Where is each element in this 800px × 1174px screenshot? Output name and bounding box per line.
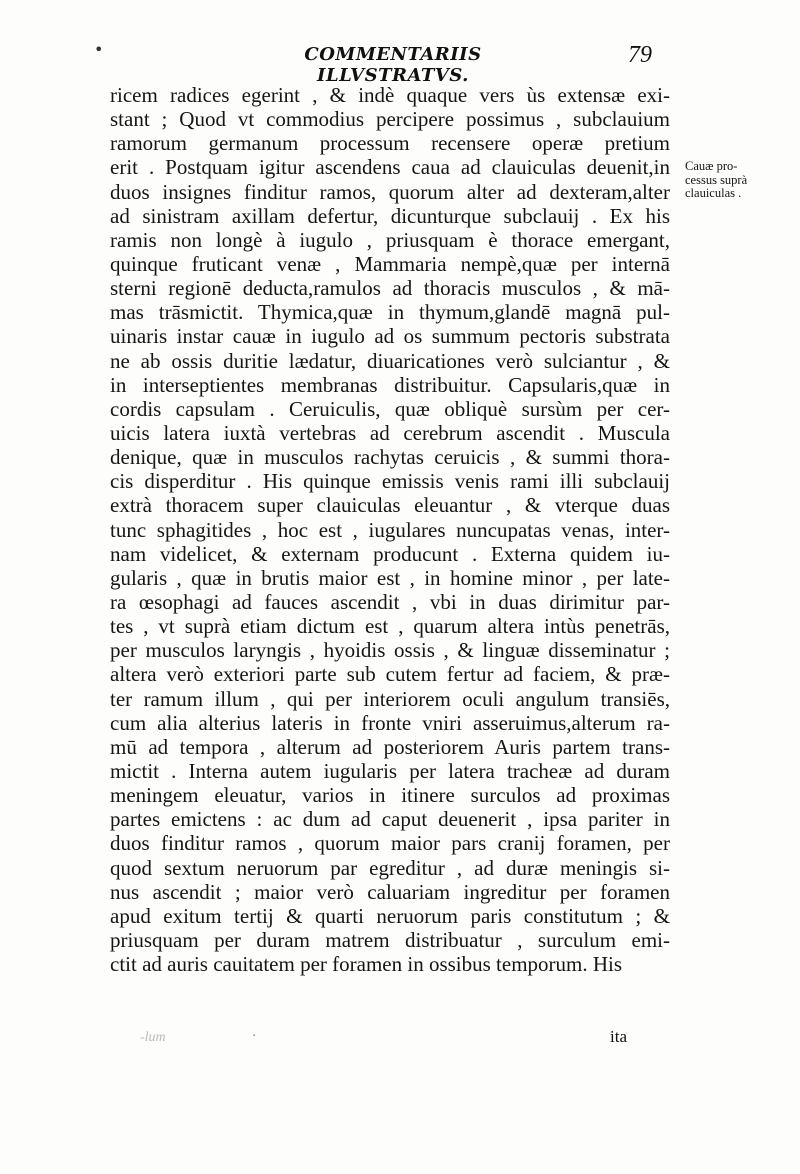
text-line: quod sextum neruorum par egreditur , ad duræ meningis si- [110, 855, 670, 880]
text-line: mictit . Interna autem iugularis per latera tracheæ ad duram [110, 758, 670, 783]
text-line: ramis non longè à iugulo , priusquam è thorace emergant, [110, 227, 670, 252]
text-line: ra œsophagi ad fauces ascendit , vbi in duas dirimitur par- [110, 589, 670, 614]
text-line: duos finditur ramos , quorum maior pars cranij foramen, per [110, 831, 670, 856]
text-line: partes emictens : ac dum ad caput deuenerit , ipsa pariter in [110, 807, 670, 832]
text-line: cis disperditur . His quinque emissis venis rami illi subclauij [110, 469, 670, 494]
text-line: uinaris instar cauæ in iugulo ad os summum pectoris substrata [110, 324, 670, 349]
text-line: ter ramum illum , qui per interiorem oculi angulum transiēs, [110, 686, 670, 711]
text-line: tes , vt suprà etiam dictum est , quarum altera intùs penetrās, [110, 614, 670, 639]
printer-dot-mark: • [94, 40, 104, 59]
margin-note-line: cessus suprà [685, 172, 748, 187]
text-line: cum alia alterius lateris in fronte vniri asseruimus,alterum ra- [110, 710, 670, 735]
text-line: ctit ad auris cauitatem per foramen in ossibus temporum. His [110, 952, 623, 977]
margin-note [685, 160, 785, 201]
page-number: 79 [628, 42, 652, 68]
margin-note-line: clauiculas . [685, 186, 742, 200]
running-head: COMMENTARIIS ILLVSTRATVS. [304, 44, 482, 86]
text-line: erit . Postquam igitur ascendens caua ad clauiculas deuenit,in [110, 155, 670, 180]
text-line: extrà thoracem super clauiculas eleuantur , & vterque duas [110, 493, 670, 518]
text-line: duos insignes finditur ramos, quorum alter ad dexteram,alter [110, 179, 670, 204]
text-line: priusquam per duram matrem distribuatur , surculum emi- [110, 927, 670, 952]
catchword: ita [610, 1027, 627, 1046]
text-line: uicis latera iuxtà vertebras ad cerebrum ascendit . Muscula [110, 420, 670, 445]
text-line: per musculos laryngis , hyoidis ossis , & linguæ disseminatur ; [110, 638, 670, 663]
body-text [110, 83, 670, 976]
text-line: in interseptientes membranas distribuitur. Capsularis,quæ in [110, 372, 670, 397]
text-line: meningem eleuatur, varios in itinere surculos ad proximas [110, 783, 670, 808]
text-line: apud exitum tertij & quarti neruorum paris constitutum ; & [110, 903, 670, 928]
text-line: ne ab ossis duritie lædatur, diuaricationes verò sulciantur , & [110, 348, 670, 373]
text-line: ramorum germanum processum recensere operæ pretium [110, 131, 670, 156]
text-line: gularis , quæ in brutis maior est , in homine minor , per late- [110, 565, 670, 590]
text-line: ricem radices egerint , & indè quaque vers ùs extensæ exi- [110, 83, 670, 107]
margin-note-line: Cauæ pro- [685, 159, 738, 173]
bleed-through-dot: · [252, 1028, 257, 1044]
text-line: mas trāsmictit. Thymica,quæ in thymum,glandē magnā pul- [110, 300, 670, 325]
text-line: nam videlicet, & externam producunt . Externa quidem iu- [110, 541, 670, 566]
text-line: sterni regionē deducta,ramulos ad thoracis musculos , & mā- [110, 276, 670, 301]
text-line: nus ascendit ; maior verò caluariam ingreditur per foramen [110, 879, 670, 904]
text-line: mū ad tempora , alterum ad posteriorem Auris partem trans- [110, 734, 670, 759]
text-line: tunc sphagitides , hoc est , iugulares nuncupatas venas, inter- [110, 517, 670, 542]
text-line: quinque fruticant venæ , Mammaria nempè,quæ per internā [110, 251, 670, 276]
text-line: ad sinistram axillam defertur, dicunturque subclauij . Ex his [110, 203, 670, 228]
text-line: stant ; Quod vt commodius percipere possimus , subclauium [110, 107, 670, 132]
text-line: denique, quæ in musculos rachytas ceruicis , & summi thora- [110, 445, 670, 470]
bleed-through-text: -lum [140, 1030, 166, 1045]
text-line: altera verò exteriori parte sub cutem fertur ad faciem, & præ- [110, 662, 670, 687]
text-line: cordis capsulam . Ceruiculis, quæ obliquè sursùm per cer- [110, 396, 670, 421]
